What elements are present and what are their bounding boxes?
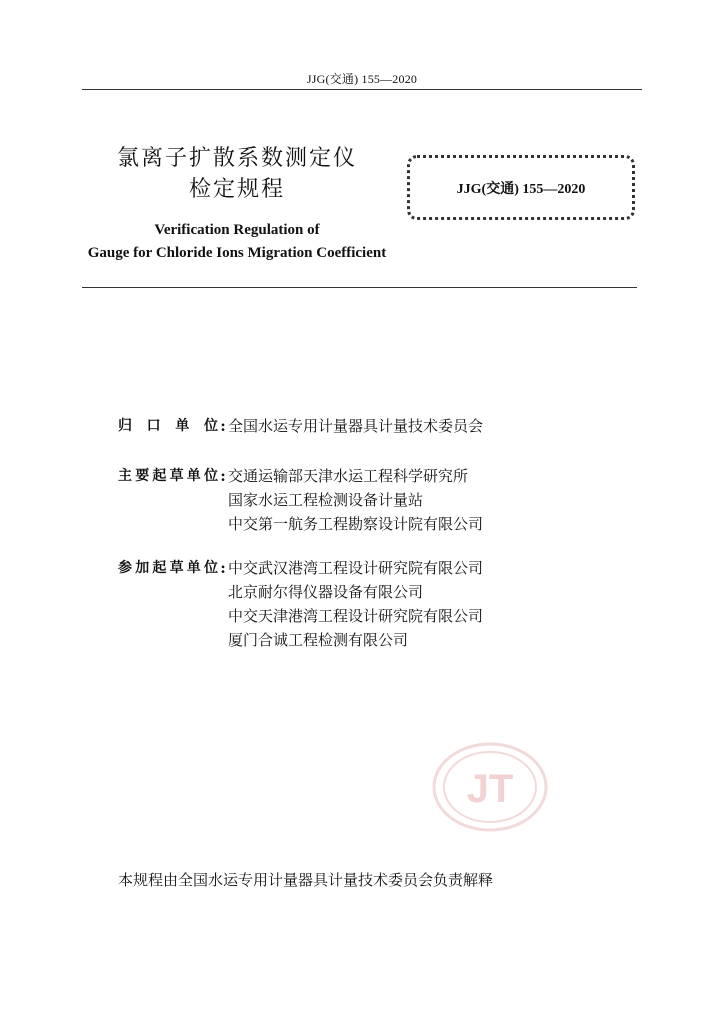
title-chinese-line-2: 检定规程	[188, 177, 285, 202]
participating-units-label: 参加起草单位	[118, 560, 218, 576]
participating-unit-name: 厦门合诚工程检测有限公司	[228, 631, 409, 649]
standard-code-box-text: JJG(交通) 155—2020	[456, 181, 586, 197]
participating-unit-name: 北京耐尔得仪器设备有限公司	[228, 583, 424, 601]
title-chinese-line-1: 氯离子扩散系数测定仪	[116, 146, 357, 171]
standard-code-box	[407, 155, 635, 220]
responsible-unit-label: 归口单位	[118, 418, 218, 434]
title-english-line-2: Gauge for Chloride Ions Migration Coefficient	[87, 245, 387, 261]
participating-unit-name: 中交天津港湾工程设计研究院有限公司	[228, 607, 484, 625]
participating-unit-name: 中交武汉港湾工程设计研究院有限公司	[228, 559, 484, 577]
header-divider	[82, 89, 642, 90]
title-english-line-1: Verification Regulation of	[154, 222, 320, 238]
participating-units-colon: :	[220, 559, 226, 577]
main-drafting-unit-name: 交通运输部天津水运工程科学研究所	[228, 467, 469, 485]
main-drafting-unit-name: 中交第一航务工程勘察设计院有限公司	[228, 515, 484, 533]
title-divider	[82, 287, 637, 288]
responsible-unit-colon: :	[220, 417, 226, 435]
participating-units-section	[118, 556, 483, 652]
jt-watermark-seal	[432, 742, 548, 832]
header-standard-code: JJG(交通) 155—2020	[306, 72, 418, 86]
jt-watermark-text: JT	[466, 767, 514, 811]
responsible-unit-name: 全国水运专用计量器具计量技术委员会	[228, 417, 484, 435]
main-drafting-units-colon: :	[220, 467, 226, 485]
main-drafting-units-section	[118, 464, 483, 536]
responsible-unit-section	[118, 414, 483, 438]
main-drafting-unit-name: 国家水运工程检测设备计量站	[228, 491, 424, 509]
interpretation-note: 本规程由全国水运专用计量器具计量技术委员会负责解释	[118, 871, 494, 889]
main-drafting-units-label: 主要起草单位	[118, 468, 218, 484]
